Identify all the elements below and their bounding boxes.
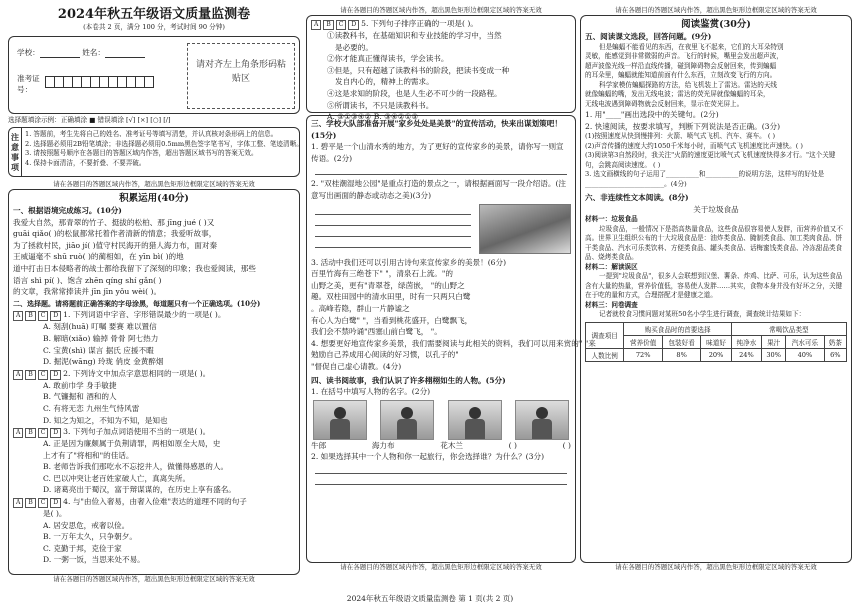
- pic-label[interactable]: ( ): [562, 440, 571, 450]
- material-3-title: 材料三：问卷调查: [585, 300, 638, 309]
- choice-b[interactable]: B: [25, 498, 35, 508]
- exam-subtitle: (本卷共 2 页，满分 100 分，考试时间 90 分钟): [83, 23, 225, 31]
- poem-line[interactable]: 百里竹海有三绝苍下" "，清泉石上流。"的: [311, 269, 453, 279]
- material-1: 垃圾食品，一般情况下是指高热量食品，这些食品很容易使人发胖，而营养价值又不高。世界卫生组织公布的十大垃圾食品是：油炸类食品、腌制类食品、加工类肉食品、饼干类食品、汽水可乐类饮料、方便类食品、罐头类食品、话梅蜜饯类食品、冷冻甜品类食品、烧烤类食品。: [585, 224, 843, 262]
- poem-line[interactable]: 有心人为白鹭" "，当看到桃花盛开，白鹭飘飞，: [311, 315, 473, 325]
- question-text: 4. 与"由俭入奢易，由奢入俭难"表达的道理不同的句子: [63, 497, 247, 507]
- sentence-line: ②你才能真正懂得读书，学会读书。: [327, 54, 449, 64]
- choice-a[interactable]: A: [311, 20, 321, 30]
- option-line: A. 刻刮(huā) 叮嘱 要赛 难以置信: [43, 322, 157, 332]
- q5-box: [306, 15, 576, 122]
- sentence-line: ⑤所谓读书，不只是读教科书。: [327, 100, 434, 110]
- judge-item[interactable]: (3)阅读第3自然段时，我关注"火箭的速度更比喷气式飞机速度快得多才行。"这个关键句，会跳高阅读速度。 ( ): [585, 151, 836, 169]
- q5-3[interactable]: 3. 选文画横线的句子运用了__________和__________的说明方法，这样写的好处是________________________。(4分): [585, 170, 825, 188]
- poem-line[interactable]: 。高峰若隐，群山一片静谧之: [311, 303, 410, 313]
- answer-line[interactable]: [315, 474, 567, 485]
- passage-line: 就像蝙蝠的嘴，发出无线电波；雷达的荧光屏就像蝙蝠的耳朵，: [585, 90, 770, 99]
- character-image: [313, 400, 367, 440]
- option-line: 是( )。: [43, 509, 67, 519]
- choice-c[interactable]: C: [38, 370, 49, 380]
- school-label: 学校：: [17, 47, 40, 57]
- question-text: 5. 下列句子排序正确的一项是( )。: [361, 19, 478, 28]
- choice-d[interactable]: D: [348, 20, 359, 30]
- q6-title: 六、非连续性文本阅读。(8分): [585, 193, 689, 203]
- q2-title: 二、选择题。请将题前正确答案的字母涂黑，每道题只有一个正确选项。(10分): [13, 298, 261, 308]
- q1-line[interactable]: 王威逼毫不 shū ruò( )的蔺相如，在 yīn bì( )的地: [13, 252, 184, 262]
- choice-c[interactable]: C: [38, 311, 49, 321]
- option-line: A. 敢前巾学 身手敏捷: [43, 380, 117, 390]
- table-subheader: 汽水可乐: [786, 335, 824, 348]
- exam-title: 2024年秋五年级语文质量监测卷: [57, 7, 251, 22]
- passage-line: 灵敏，能感觉到非常微弱的声音。飞行的时候，嘴里会发出超声波，: [585, 52, 783, 61]
- judge-item[interactable]: (2)声音传播的速度大约1050千米每小时，而喷气式飞机速度比声速快。( ): [585, 141, 803, 150]
- notice-2: 2. 选择题必须用2B铅笔填涂；非选择题必须用0.5mm黑色签字笔书写，字体工整、笔迹清晰。: [25, 139, 303, 148]
- part2-title: 阅读鉴赏(30分): [681, 19, 751, 30]
- choice-b[interactable]: B: [25, 428, 35, 438]
- table-row-label: 人数比例: [586, 348, 624, 361]
- notice-box: [8, 127, 303, 177]
- part2-box: [580, 15, 852, 563]
- option-line: 上才有了"将相和"的佳话。: [43, 450, 134, 460]
- table-header: 常喝饮品类型: [731, 322, 846, 335]
- table-cell: 6%: [824, 348, 846, 361]
- choice-a[interactable]: A: [13, 311, 23, 321]
- table-subheader: 奶茶: [824, 335, 846, 348]
- q3-4[interactable]: 4. 想要更好地宣传家乡美景，我们需要阅读与此相关的资料，我们可以用来赏的" "来: [311, 338, 596, 348]
- table-cell: 8%: [662, 348, 700, 361]
- table-subheader: 果汁: [762, 335, 786, 348]
- material-2-title: 材料二：解读误区: [585, 262, 638, 271]
- answer-line[interactable]: [315, 463, 567, 474]
- choice-c[interactable]: C: [336, 20, 347, 30]
- choice-c[interactable]: C: [38, 498, 49, 508]
- q1-line[interactable]: 的文章，我常常捧读并 jīn jīn yǒu wèi( )。: [13, 287, 162, 297]
- warning-top: 请在各题目的答题区域内作答，超出黑色矩形边框限定区域的答案无效: [53, 180, 255, 188]
- q1-title: 一、根据语境完成练习。(10分): [13, 206, 122, 215]
- question-text: 2. 下列诗文中加点字意思相同的一项是( )。: [63, 368, 211, 378]
- warning-top: 请在各题目的答题区域内作答，超出黑色矩形边框限定区域的答案无效: [340, 6, 542, 14]
- pic-label: 花木兰: [440, 440, 464, 450]
- judge-item[interactable]: (1)按照速度从快到慢排列：火箭、喷气式飞机、汽车、赛车。 ( ): [585, 132, 776, 141]
- q4-2: 2. 如果选择其中一个人物和你一起旅行，你会选择谁？为什么？(3分): [311, 452, 545, 462]
- option-line: C. 克勤于邦，克俭于家: [43, 543, 122, 553]
- part1-box: [8, 189, 300, 575]
- option-line: A. ⑤①③④② B. ③④②①⑤: [327, 112, 419, 122]
- answer-line[interactable]: [315, 164, 567, 175]
- poem-line[interactable]: 我们会不禁吟诵"西塞山前白鹭飞， "。: [311, 327, 442, 337]
- q1-line[interactable]: 我爱大自然，那青翠的竹子、挺拔的松柏、那 jīng jué ( )又: [13, 217, 215, 227]
- option-line: B. 气镰掘和 酒和的人: [43, 392, 117, 402]
- barcode-area: 请对齐左上角条形码粘贴区: [187, 43, 295, 109]
- warning-bottom: 请在各题目的答题区域内作答，超出黑色矩形边框限定区域的答案无效: [615, 563, 817, 571]
- table-cell: 24%: [731, 348, 761, 361]
- table-subheader: 纯净水: [731, 335, 761, 348]
- info-box: [8, 36, 300, 114]
- choice-b[interactable]: B: [323, 20, 333, 30]
- material-1-title: 材料一：垃圾食品: [585, 215, 638, 224]
- left-column: [8, 6, 303, 586]
- pic-label[interactable]: ( ): [508, 440, 518, 450]
- option-line: D. 诸葛亮出于蜀汉，富于辩谋谋的，在历史上享有盛名。: [43, 485, 236, 495]
- q3-4b[interactable]: 勉励自己养成用心阅读的好习惯，以孔子的": [311, 350, 459, 360]
- passage-line: 超声波像光线一样沿直线传播，碰到障碍物会反射回来，传到蝙蝠: [585, 61, 777, 70]
- pic-label: 海力布: [371, 440, 395, 450]
- table-header: 购买食品时的首要选择: [624, 322, 731, 335]
- choice-b[interactable]: B: [25, 370, 35, 380]
- choice-d[interactable]: D: [50, 498, 61, 508]
- option-line: A. 正是因为廉颇属于负荆请罪，两相如原全大局，史: [43, 439, 221, 449]
- question-text: 3. 下列句子加点词语使用不当的一项是( )。: [63, 427, 211, 437]
- wetland-photo: [479, 204, 571, 254]
- table-cell: 20%: [701, 348, 731, 361]
- sentence-line: ③但是，只有超越了读教科书的阶段，把读书变成一种: [327, 65, 510, 75]
- option-line: B. 老师告诉我们那吃水不忘挖井人，做懂得感恩的人。: [43, 462, 229, 472]
- q1-line[interactable]: guāi qiǎo( )的松鼠都常托着作者清新的情意；我爱听故事，: [13, 229, 217, 239]
- table-cell: 40%: [786, 348, 824, 361]
- pic-label: 牛郎: [311, 440, 327, 450]
- character-image: [448, 400, 502, 440]
- sentence-line: 是必要的。: [335, 42, 373, 52]
- answer-line[interactable]: [315, 226, 471, 237]
- q3-title: 三、学校大队部准备开展"家乡处处是美景"的宣传活动，快来出谋划策吧！(15分): [311, 119, 562, 140]
- option-line: B. 解暗(xiǎo) 输掉 骨骨 阿七热力: [43, 333, 159, 343]
- warning-top: 请在各题目的答题区域内作答，超出黑色矩形边框限定区域的答案无效: [615, 6, 817, 14]
- choice-d[interactable]: D: [50, 428, 61, 438]
- q3-1: 1. 碧平是一个山清水秀的地方，为了更好的宣传家乡的美景，请你写一则宣传语。(2分): [311, 142, 564, 163]
- q5-1: 1. 用"____"画出选段中的关键句。(2分): [585, 110, 719, 120]
- option-line: D. 一粥一饭，当思来处不易。: [43, 555, 145, 565]
- choice-d[interactable]: D: [50, 311, 61, 321]
- notice-4: 4. 保持卡面清洁，不要折叠、不要弄破。: [25, 158, 146, 167]
- q4-title: 四、读书阅故事，我们认识了许多栩栩如生的人物。(5分): [311, 375, 506, 385]
- choice-a[interactable]: A: [13, 428, 23, 438]
- option-line: B. 一万年太久，只争朝夕。: [43, 532, 137, 542]
- passage-line: 但是蝙蝠不能看见的东西，在夜里飞不起来，它们的大耳朵特别: [599, 42, 784, 51]
- warning-bottom: 请在各题目的答题区域内作答，超出黑色矩形边框限定区域的答案无效: [340, 563, 542, 571]
- answer-line[interactable]: [315, 237, 471, 248]
- question-text: 1. 下列词语中字音、字形错误最少的一项是( )。: [63, 310, 226, 320]
- q4-1: 1. 在括号中填写人物的名字。(2分): [311, 387, 431, 397]
- material-3: 记者就校食习惯问题对某班50名小学生进行调查，调查统计结果如下：: [599, 310, 806, 319]
- notice-label: 注意事项: [9, 128, 22, 176]
- poem-line[interactable]: 趣。双柱田园中的清水田里，时有一只两只白鹭: [311, 292, 471, 302]
- table-cell: 72%: [624, 348, 662, 361]
- q5-2: 2. 快速阅读，按要求填写，判断下列说法是否正确。(3分): [585, 121, 781, 131]
- notice-3: 3. 请按照题号顺序在各题目的答题区域内作答，超出答题区域书写的答案无效。: [25, 149, 258, 157]
- table-subheader: 营养价值: [624, 335, 662, 348]
- part1-title: 积累运用(40分): [119, 193, 189, 204]
- q3-2: 2. "双桂潮湿地公园"是重点打造的景点之一，请根据画面写一段介绍语。(注意写出画面的静态或动态之美)(3分): [311, 179, 567, 200]
- character-image: [380, 400, 434, 440]
- survey-table: [585, 322, 847, 362]
- choice-a[interactable]: A: [13, 370, 23, 380]
- choice-b[interactable]: B: [25, 311, 35, 321]
- material-2: 一提到"垃圾食品"，很多人会联想到汉堡、薯条、炸鸡、比萨、可乐，认为这些食品含有大量的热量，营养价值低，容易使人发胖……其实，食物本身并没有好坏之分，关键在于吃的量和方式，合理搭配才是健康之道。: [585, 272, 843, 300]
- option-line: A. 居安思危，戒奢以俭。: [43, 520, 130, 530]
- sentence-line: 发自内心的，精神上的需求。: [335, 77, 434, 87]
- answer-line[interactable]: [315, 215, 471, 226]
- fill-example: 选择题填涂示例：正确填涂 ■ 错误填涂 [√] [×] [○] [/]: [8, 115, 171, 124]
- q6-subtitle: 关于垃圾食品: [693, 204, 739, 214]
- notice-1: 1. 答题前，考生先将自己的姓名、准考证号等填写清楚，并认真核对条形码上的信息。: [25, 130, 278, 138]
- option-line: C. 有将无恋 九州生气恃风雷: [43, 403, 140, 413]
- passage-line: 无线电波遇到障碍物就会反射回来，显示在荧光屏上。: [585, 99, 744, 108]
- answer-line[interactable]: [315, 204, 471, 215]
- choice-c[interactable]: C: [38, 428, 49, 438]
- q1-line[interactable]: 语言 shì pí( )、饱含 zhēn qíng shí gǎn( ): [13, 275, 162, 285]
- name-label: 姓名：: [82, 47, 105, 57]
- exam-no-label: 准考证号：: [17, 73, 40, 95]
- passage-line: 的耳朵里，蝙蝠就能知道前面有什么东西，立刻改变飞行的方向。: [585, 71, 777, 80]
- choice-a[interactable]: A: [13, 498, 23, 508]
- middle-column: [306, 6, 596, 586]
- option-line: C. 宝黄(shì) 谋言 据氏 应援不暇: [43, 345, 154, 355]
- table-subheader: 味道好: [701, 335, 731, 348]
- character-pictures: [311, 400, 571, 440]
- option-line: C. 巴以冲突让老百姓家破人亡，真离失所。: [43, 473, 191, 483]
- page-footer: 2024年秋五年级语文质量监测卷 第 1 页(共 2 页): [346, 594, 514, 603]
- q1-line[interactable]: 道中打击日本侵略者的战士都给我留下了深刻的印象；我也爱阅读，那些: [13, 263, 256, 273]
- option-line: D. 知之为知之，不知为不知，是知也: [43, 415, 168, 425]
- option-line: D. 掘泥(wāng) 玲珑 俏皮 金黄醉烟: [43, 357, 164, 367]
- q3-q4-box: [306, 115, 596, 563]
- character-image: [515, 400, 569, 440]
- right-column: [580, 6, 852, 586]
- warning-bottom: 请在各题目的答题区域内作答，超出黑色矩形边框限定区域的答案无效: [53, 575, 255, 583]
- choice-d[interactable]: D: [50, 370, 61, 380]
- q1-line[interactable]: 为了拯救村民，jiāo jí( )值守村民海开的猎人海力布，面对秦: [13, 240, 218, 250]
- q5-title: 五、阅读课文选段，回答问题。(9分): [585, 32, 712, 41]
- q3-3: 3. 活动中我们还可以引用古诗句来宣传家乡的美景！(6分): [311, 257, 507, 267]
- q3-4c: "督促自己虚心请教。(4分): [311, 361, 402, 371]
- table-cell: 30%: [762, 348, 786, 361]
- exam-no-grid[interactable]: [45, 73, 153, 92]
- sentence-line: ④这是求知的阶段，也是人生必不可少的一段路程。: [327, 88, 502, 98]
- passage-line: 科学家模仿蝙蝠探路的方法，给飞机装上了雷达。雷达的天线: [599, 80, 778, 89]
- table-subheader: 包装好看: [662, 335, 700, 348]
- poem-line[interactable]: 山野之美，更有"青翠苍，绿茵嵌， "的山野之: [311, 280, 465, 290]
- sentence-line: ①读教科书，在基础知识和专业技能的学习中，当然: [327, 31, 502, 40]
- table-header: 调查项目: [586, 322, 624, 348]
